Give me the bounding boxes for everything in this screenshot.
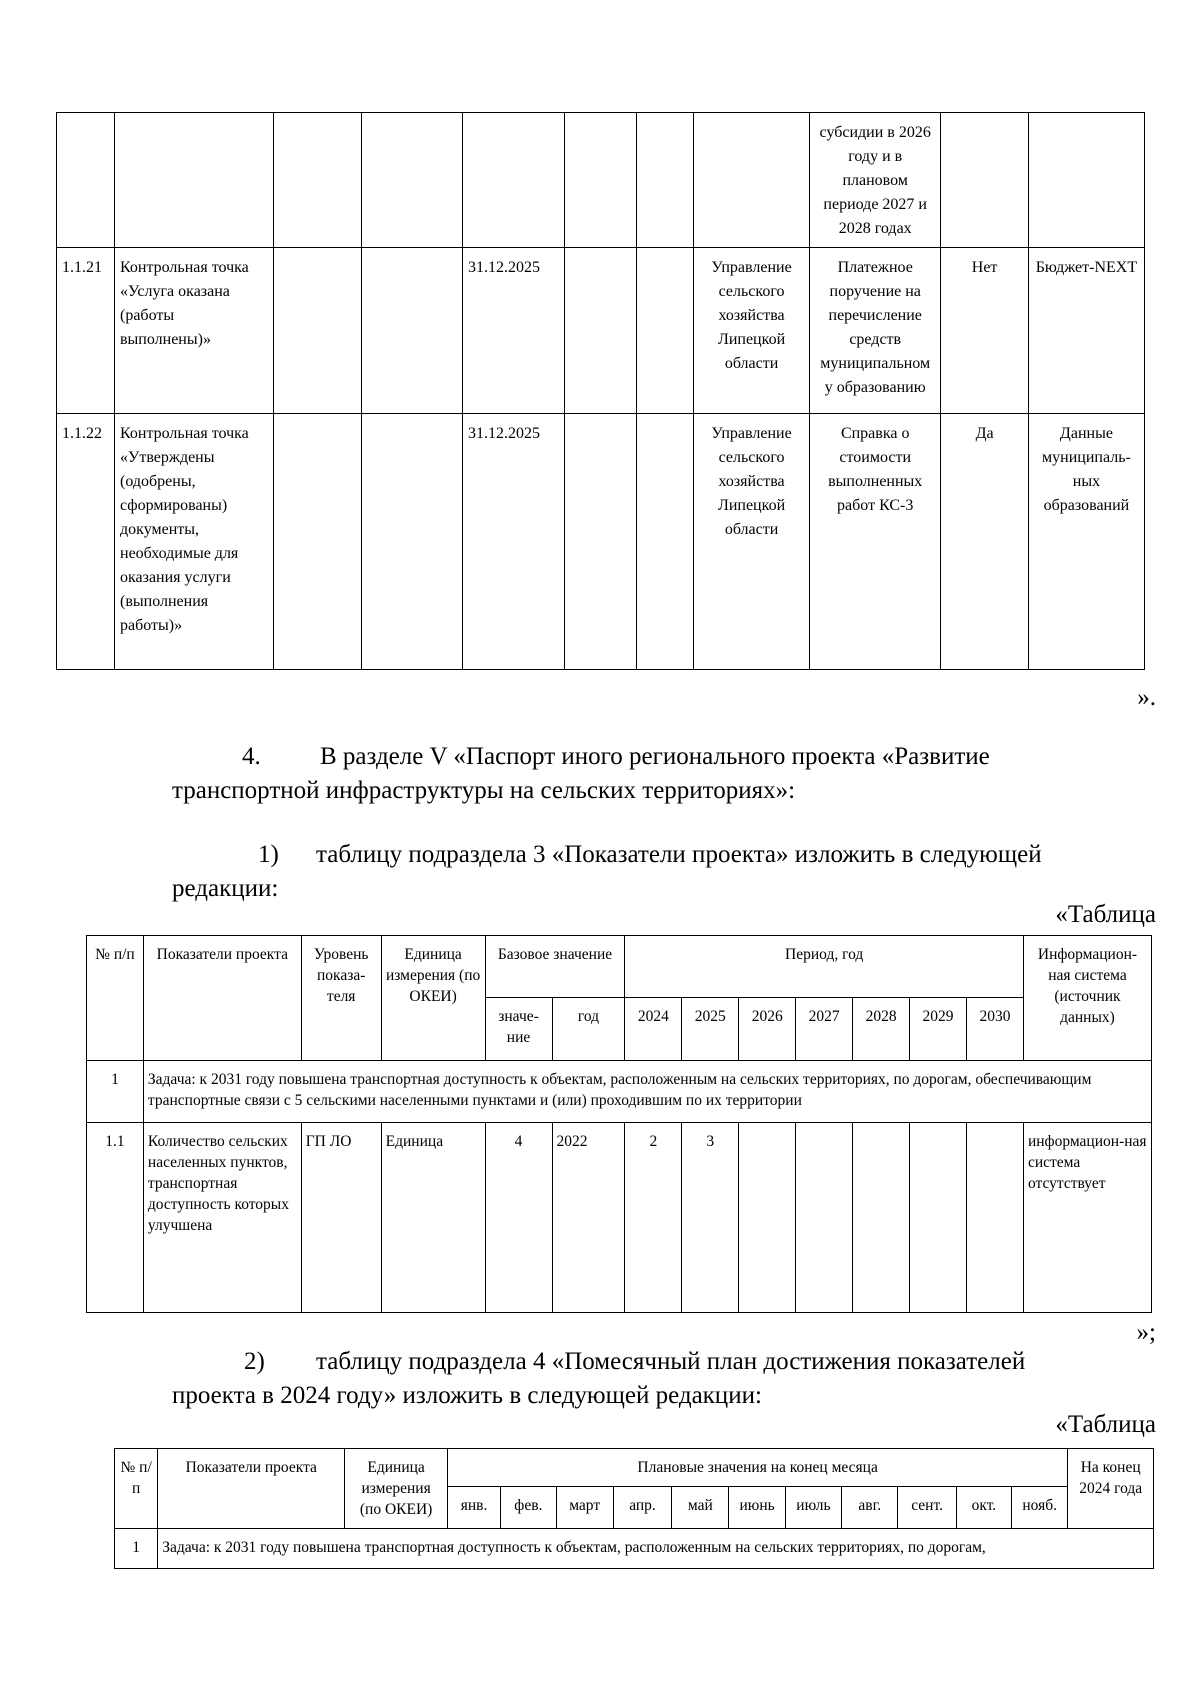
header-row (115, 1449, 1154, 1487)
header-base-year: год (552, 998, 625, 1061)
task-row (87, 1061, 1152, 1123)
row-system: информацион-ная система отсутствует (1023, 1123, 1151, 1313)
task-text: Задача: к 2031 году повышена транспортная доступность к объектам, расположенным на сельских территориях, по дорогам, обеспечивающим транспортные связи с 5 сельскими населенными пунктами и (или) проходившим по их территории (143, 1061, 1151, 1123)
cell-num (57, 113, 115, 248)
row-num: 1.1 (87, 1123, 144, 1313)
item1-number: 1) (258, 841, 279, 868)
cell-date: 31.12.2025 (463, 414, 565, 670)
task-num: 1 (87, 1061, 144, 1123)
header-month: сент. (898, 1487, 956, 1529)
item1-line1: таблицу подраздела 3 «Показатели проекта» изложить в следующей (316, 841, 1042, 868)
cell-empty (362, 414, 463, 670)
header-period: Период, год (625, 936, 1024, 998)
header-month: фев. (501, 1487, 556, 1529)
header-month: нояб. (1012, 1487, 1068, 1529)
header-year: 2029 (910, 998, 967, 1061)
header-system: Информацион-ная система (источник данных) (1023, 936, 1151, 1061)
cell-document: субсидии в 2026 году и в плановом периоде 2027 и 2028 годах (810, 113, 941, 248)
cell-document: Платежное поручение на перечисление средств муниципальном у образованию (810, 248, 941, 414)
header-month: янв. (447, 1487, 500, 1529)
header-month: июнь (729, 1487, 785, 1529)
table-row (87, 1123, 1152, 1313)
header-base: Базовое значение (485, 936, 625, 998)
header-month: май (672, 1487, 729, 1529)
table-row (57, 113, 1145, 248)
row-year-value: 2 (625, 1123, 682, 1313)
task-num: 1 (115, 1529, 158, 1569)
header-month: окт. (956, 1487, 1011, 1529)
header-year: 2028 (853, 998, 910, 1061)
cell-empty (564, 414, 636, 670)
row-year-value (739, 1123, 796, 1313)
cell-empty (273, 113, 362, 248)
row-base-year: 2022 (552, 1123, 625, 1313)
table1-closing-quote: ». (1137, 684, 1156, 711)
table3-label: «Таблица (1055, 1411, 1156, 1438)
cell-responsible: Управление сельского хозяйства Липецкой области (694, 414, 810, 670)
cell-source: Данные муниципаль-ных образований (1028, 414, 1144, 670)
row-year-value (796, 1123, 853, 1313)
header-planned: Плановые значения на конец месяца (447, 1449, 1067, 1487)
task-text: Задача: к 2031 году повышена транспортная доступность к объектам, расположенным на сельских территориях, по дорогам, (158, 1529, 1154, 1569)
cell-empty (637, 248, 694, 414)
cell-source (1028, 113, 1144, 248)
header-year: 2026 (739, 998, 796, 1061)
cell-name: Контрольная точка «Услуга оказана (работы выполнены)» (115, 248, 274, 414)
cell-date (463, 113, 565, 248)
item1-paragraph (172, 838, 1156, 906)
item1-line2: редакции: (172, 875, 279, 902)
header-base-value: значе-ние (485, 998, 552, 1061)
cell-empty (564, 248, 636, 414)
cell-empty (637, 414, 694, 670)
header-year: 2027 (796, 998, 853, 1061)
cell-date: 31.12.2025 (463, 248, 565, 414)
header-unit: Единица измерения (по ОКЕИ) (381, 936, 485, 1061)
row-year-value (967, 1123, 1024, 1313)
cell-flag: Нет (941, 248, 1029, 414)
row-base-value: 4 (485, 1123, 552, 1313)
header-month: апр. (613, 1487, 671, 1529)
cell-num: 1.1.22 (57, 414, 115, 670)
cell-empty (362, 113, 463, 248)
cell-responsible: Управление сельского хозяйства Липецкой области (694, 248, 810, 414)
header-year: 2024 (625, 998, 682, 1061)
cell-empty (637, 113, 694, 248)
header-indicator: Показатели проекта (158, 1449, 345, 1529)
cell-empty (273, 248, 362, 414)
indicators-table (86, 935, 1152, 1313)
monthly-plan-table (114, 1448, 1154, 1569)
section4-line1: В разделе V «Паспорт иного регионального проекта «Развитие (320, 743, 990, 770)
row-unit: Единица (381, 1123, 485, 1313)
header-year-end: На конец 2024 года (1068, 1449, 1154, 1529)
cell-name (115, 113, 274, 248)
header-year: 2025 (682, 998, 739, 1061)
cell-source: Бюджет-NEXT (1028, 248, 1144, 414)
section4-number: 4. (242, 743, 261, 770)
item2-first-line (172, 1345, 1156, 1379)
cell-flag: Да (941, 414, 1029, 670)
header-level: Уровень показа-теля (301, 936, 381, 1061)
table-row (57, 248, 1145, 414)
header-year: 2030 (967, 998, 1024, 1061)
cell-empty (564, 113, 636, 248)
header-month: июль (785, 1487, 841, 1529)
item2-line1: таблицу подраздела 4 «Помесячный план достижения показателей (316, 1348, 1026, 1375)
cell-document: Справка о стоимости выполненных работ КС-3 (810, 414, 941, 670)
table2-label: «Таблица (1055, 901, 1156, 928)
cell-empty (362, 248, 463, 414)
cell-responsible (694, 113, 810, 248)
row-year-value: 3 (682, 1123, 739, 1313)
task-row (115, 1529, 1154, 1569)
control-points-table (56, 112, 1145, 670)
cell-empty (273, 414, 362, 670)
item2-paragraph (172, 1345, 1156, 1413)
row-year-value (853, 1123, 910, 1313)
header-num: № п/п (115, 1449, 158, 1529)
cell-name: Контрольная точка «Утверждены (одобрены, сформированы) документы, необходимые для оказания услуги (выполнения работы)» (115, 414, 274, 670)
item1-first-line (172, 838, 1156, 872)
header-row (87, 936, 1152, 998)
cell-flag (941, 113, 1029, 248)
header-month: авг. (842, 1487, 898, 1529)
row-indicator: Количество сельских населенных пунктов, транспортная доступность которых улучшена (143, 1123, 301, 1313)
header-indicator: Показатели проекта (143, 936, 301, 1061)
table-row (57, 414, 1145, 670)
header-num: № п/п (87, 936, 144, 1061)
header-month: март (556, 1487, 613, 1529)
table2-closing-quote: »; (1136, 1319, 1156, 1346)
item2-number: 2) (244, 1348, 265, 1375)
header-unit: Единица измерения (по ОКЕИ) (345, 1449, 448, 1529)
section4-paragraph (172, 740, 1156, 808)
row-level: ГП ЛО (301, 1123, 381, 1313)
section4-line2: транспортной инфраструктуры на сельских территориях»: (172, 777, 796, 804)
cell-num: 1.1.21 (57, 248, 115, 414)
item2-line2: проекта в 2024 году» изложить в следующей редакции: (172, 1382, 762, 1409)
row-year-value (910, 1123, 967, 1313)
section4-first-line (172, 740, 1156, 774)
